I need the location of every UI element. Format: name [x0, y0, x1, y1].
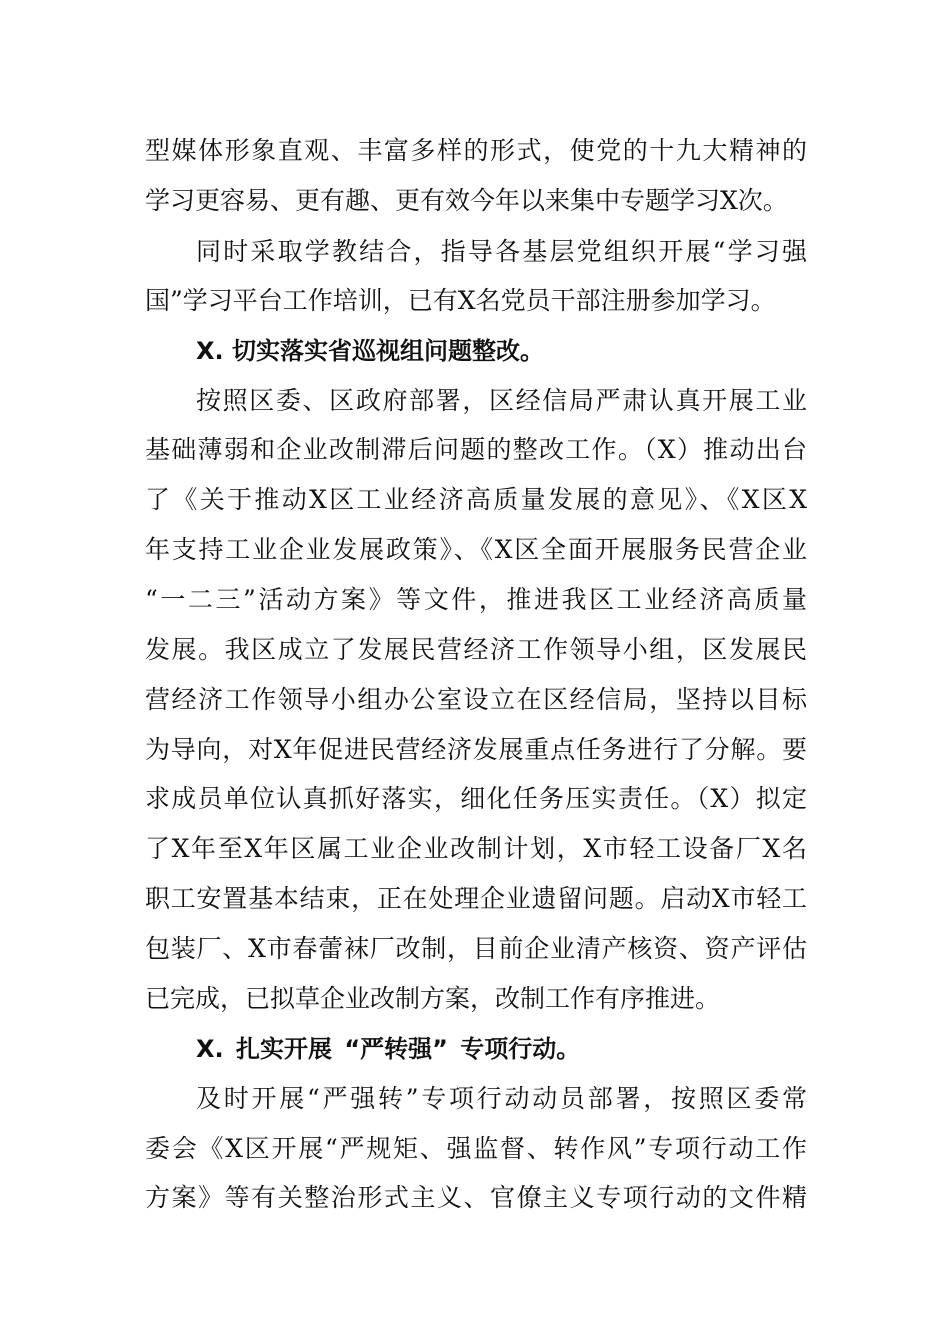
- paragraph-line: 职工安置基本结束，正在处理企业遗留问题。启动X市轻工: [145, 884, 807, 913]
- paragraph-line: “一二三”活动方案》等文件，推进我区工业经济高质量: [145, 585, 807, 614]
- paragraph-line: 求成员单位认真抓好落实，细化任务压实责任。（X）拟定: [145, 784, 807, 813]
- paragraph-line: 了X年至X年区属工业企业改制计划，X市轻工设备厂X名: [145, 834, 807, 863]
- section-heading: X. 切实落实省巡视组问题整改。: [196, 337, 544, 365]
- paragraph-line: 为导向，对X年促进民营经济发展重点任务进行了分解。要: [145, 735, 807, 764]
- paragraph-line: 学习更容易、更有趣、更有效今年以来集中专题学习X次。: [145, 186, 788, 215]
- paragraph-line: 已完成，已拟草企业改制方案，改制工作有序推进。: [145, 984, 721, 1013]
- paragraph-line: 委会《X区开展“严规矩、强监督、转作风”专项行动工作: [145, 1134, 807, 1163]
- paragraph-line: 型媒体形象直观、丰富多样的形式，使党的十九大精神的: [145, 136, 807, 165]
- paragraph-line: 包装厂、X市春蕾袜厂改制，目前企业清产核资、资产评估: [145, 934, 807, 963]
- paragraph-line: 方案》等有关整治形式主义、官僚主义专项行动的文件精: [145, 1183, 807, 1212]
- paragraph-line: 同时采取学教结合，指导各基层党组织开展“学习强: [196, 237, 807, 266]
- paragraph-line: 及时开展“严强转”专项行动动员部署，按照区委常: [196, 1084, 807, 1113]
- paragraph-line: 了《关于推动X区工业经济高质量发展的意见》、《X区X: [145, 485, 807, 514]
- paragraph-line: 基础薄弱和企业改制滞后问题的整改工作。（X）推动出台: [145, 435, 807, 464]
- paragraph-line: 营经济工作领导小组办公室设立在区经信局，坚持以目标: [145, 685, 807, 714]
- paragraph-line: 发展。我区成立了发展民营经济工作领导小组，区发展民: [145, 635, 807, 664]
- paragraph-line: 按照区委、区政府部署，区经信局严肃认真开展工业: [196, 386, 807, 415]
- section-heading: X. 扎实开展 “严转强” 专项行动。: [196, 1035, 581, 1063]
- paragraph-line: 国”学习平台工作培训，已有X名党员干部注册参加学习。: [145, 286, 776, 315]
- paragraph-line: 年支持工业企业发展政策》、《X区全面开展服务民营企业: [145, 535, 807, 564]
